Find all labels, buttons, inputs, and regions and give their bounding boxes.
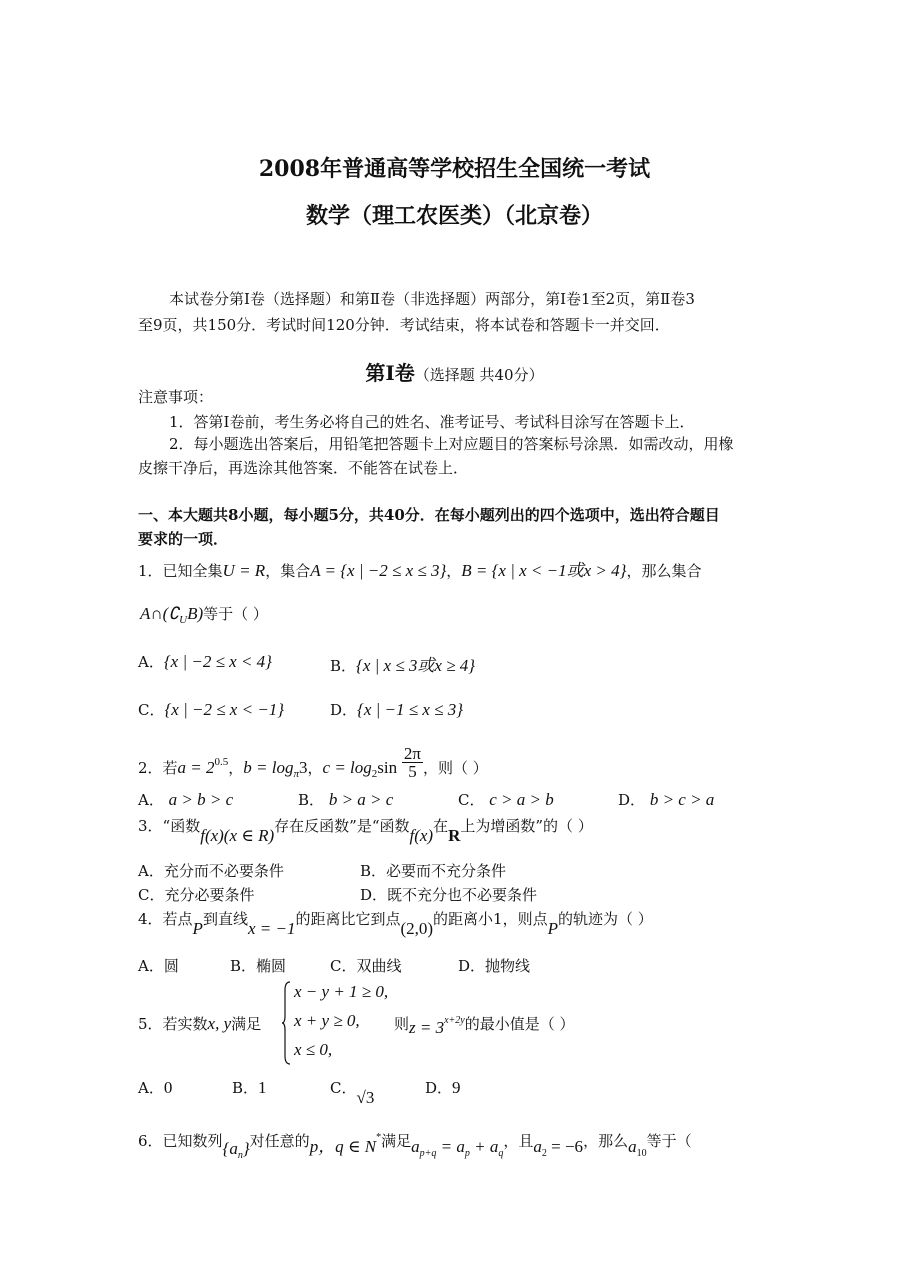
q3-option-c: C．充分必要条件 bbox=[138, 886, 255, 904]
q4-option-d: D．抛物线 bbox=[458, 957, 531, 975]
question-5-suffix: 则$z = 3^{x+2y}$的最小值是（ ） bbox=[394, 1015, 575, 1037]
question-1-expr: $A\cap(∁_UB)$等于（ ） bbox=[140, 604, 268, 626]
intro-line-1: 本试卷分第Ⅰ卷（选择题）和第Ⅱ卷（非选择题）两部分，第Ⅰ卷1至2页，第Ⅱ卷3 bbox=[169, 290, 695, 308]
section1-line-2: 要求的一项． bbox=[138, 530, 229, 548]
fraction-2pi-over-5: $\frac{2\pi}{5}$ bbox=[403, 744, 421, 781]
notice-item-2: 2．每小题选出答案后，用铅笔把答题卡上对应题目的答案标号涂黑．如需改动，用橡 bbox=[169, 435, 734, 453]
q5-option-c: C．√3 bbox=[330, 1079, 375, 1107]
q4-option-a: A．圆 bbox=[138, 957, 179, 975]
q1-option-a: A．{x | −2 ≤ x < 4} bbox=[138, 652, 272, 671]
part1-title: 第Ⅰ卷 bbox=[365, 361, 415, 385]
q3-option-a: A．充分而不必要条件 bbox=[138, 862, 284, 880]
q2-option-b: B． b > a > c bbox=[298, 790, 394, 809]
part1-heading bbox=[0, 357, 909, 386]
q2-option-c: C． c > a > b bbox=[458, 790, 554, 809]
q2-option-a: A． a > b > c bbox=[138, 790, 234, 809]
q5-option-b: B．1 bbox=[232, 1078, 267, 1097]
q4-option-b: B．椭圆 bbox=[230, 957, 287, 975]
notice-item-1: 1．答第Ⅰ卷前，考生务必将自己的姓名、准考证号、考试科目涂写在答题卡上． bbox=[169, 413, 695, 431]
section1-line-1: 一、本大题共8小题，每小题5分，共40分．在每小题列出的四个选项中，选出符合题目 bbox=[138, 506, 720, 524]
set-a: A = {x | −2 ≤ x ≤ 3} bbox=[310, 561, 447, 580]
exam-subtitle: 数学（理工农医类）（北京卷） bbox=[305, 203, 603, 229]
part1-note: （选择题 共40分） bbox=[414, 366, 544, 384]
question-3-stem: 3．“函数f(x)(x ∈ R)存在反函数”是“函数f(x)在R上为增函数”的（ ） bbox=[138, 817, 593, 845]
constraint-3: x ≤ 0, bbox=[294, 1040, 333, 1059]
q1-option-d: D．{x | −1 ≤ x ≤ 3} bbox=[330, 700, 464, 719]
constraint-2: x + y ≥ 0, bbox=[294, 1011, 360, 1030]
set-b: B = {x | x < −1或x > 4} bbox=[461, 561, 627, 580]
q5-option-d: D．9 bbox=[425, 1078, 461, 1097]
notice-item-2-cont: 皮擦干净后，再选涂其他答案．不能答在试卷上． bbox=[138, 459, 469, 477]
question-6-stem: 6．已知数列$\{a_n\}$对任意的p，q ∈ N*满足$a_{p+q} = a_p + a_q$，且$a_2 = -6$，那么$a_{10}$等于（ bbox=[138, 1132, 692, 1161]
left-brace-icon bbox=[282, 980, 292, 1066]
question-4-stem: 4．若点P到直线x = −1的距离比它到点(2,0)的距离小1，则点P的轨迹为（ ） bbox=[138, 910, 653, 938]
q3-option-b: B．必要而不充分条件 bbox=[360, 862, 507, 880]
q2-option-d: D． b > c > a bbox=[618, 790, 715, 809]
q4-option-c: C．双曲线 bbox=[330, 957, 402, 975]
exam-title: 2008年普通高等学校招生全国统一考试 bbox=[258, 156, 651, 182]
notice-label: 注意事项： bbox=[138, 388, 214, 406]
intro-line-2: 至9页，共150分．考试时间120分钟．考试结束，将本试卷和答题卡一并交回． bbox=[138, 316, 670, 334]
question-2-stem: 2．若$a = 2^{0.5}$，$b = \log_\pi 3$，$c = \log_2\sin$ $\frac{2\pi}{5}$ ，则（ ） bbox=[138, 744, 488, 781]
question-5-prefix: 5．若实数x, y满足 bbox=[138, 1014, 262, 1033]
constraint-1: x − y + 1 ≥ 0, bbox=[294, 982, 389, 1001]
q1-option-b: B．{x | x ≤ 3或x ≥ 4} bbox=[330, 656, 476, 675]
universal-set: U = R bbox=[222, 561, 266, 580]
q3-option-d: D．既不充分也不必要条件 bbox=[360, 886, 538, 904]
q5-option-a: A．0 bbox=[138, 1078, 173, 1097]
constraint-system bbox=[282, 980, 402, 1066]
question-1-stem: 1．已知全集U = R，集合A = {x | −2 ≤ x ≤ 3}，B = {x | x < −1或x > 4}，那么集合 bbox=[138, 561, 702, 580]
q1-option-c: C．{x | −2 ≤ x < −1} bbox=[138, 700, 285, 719]
